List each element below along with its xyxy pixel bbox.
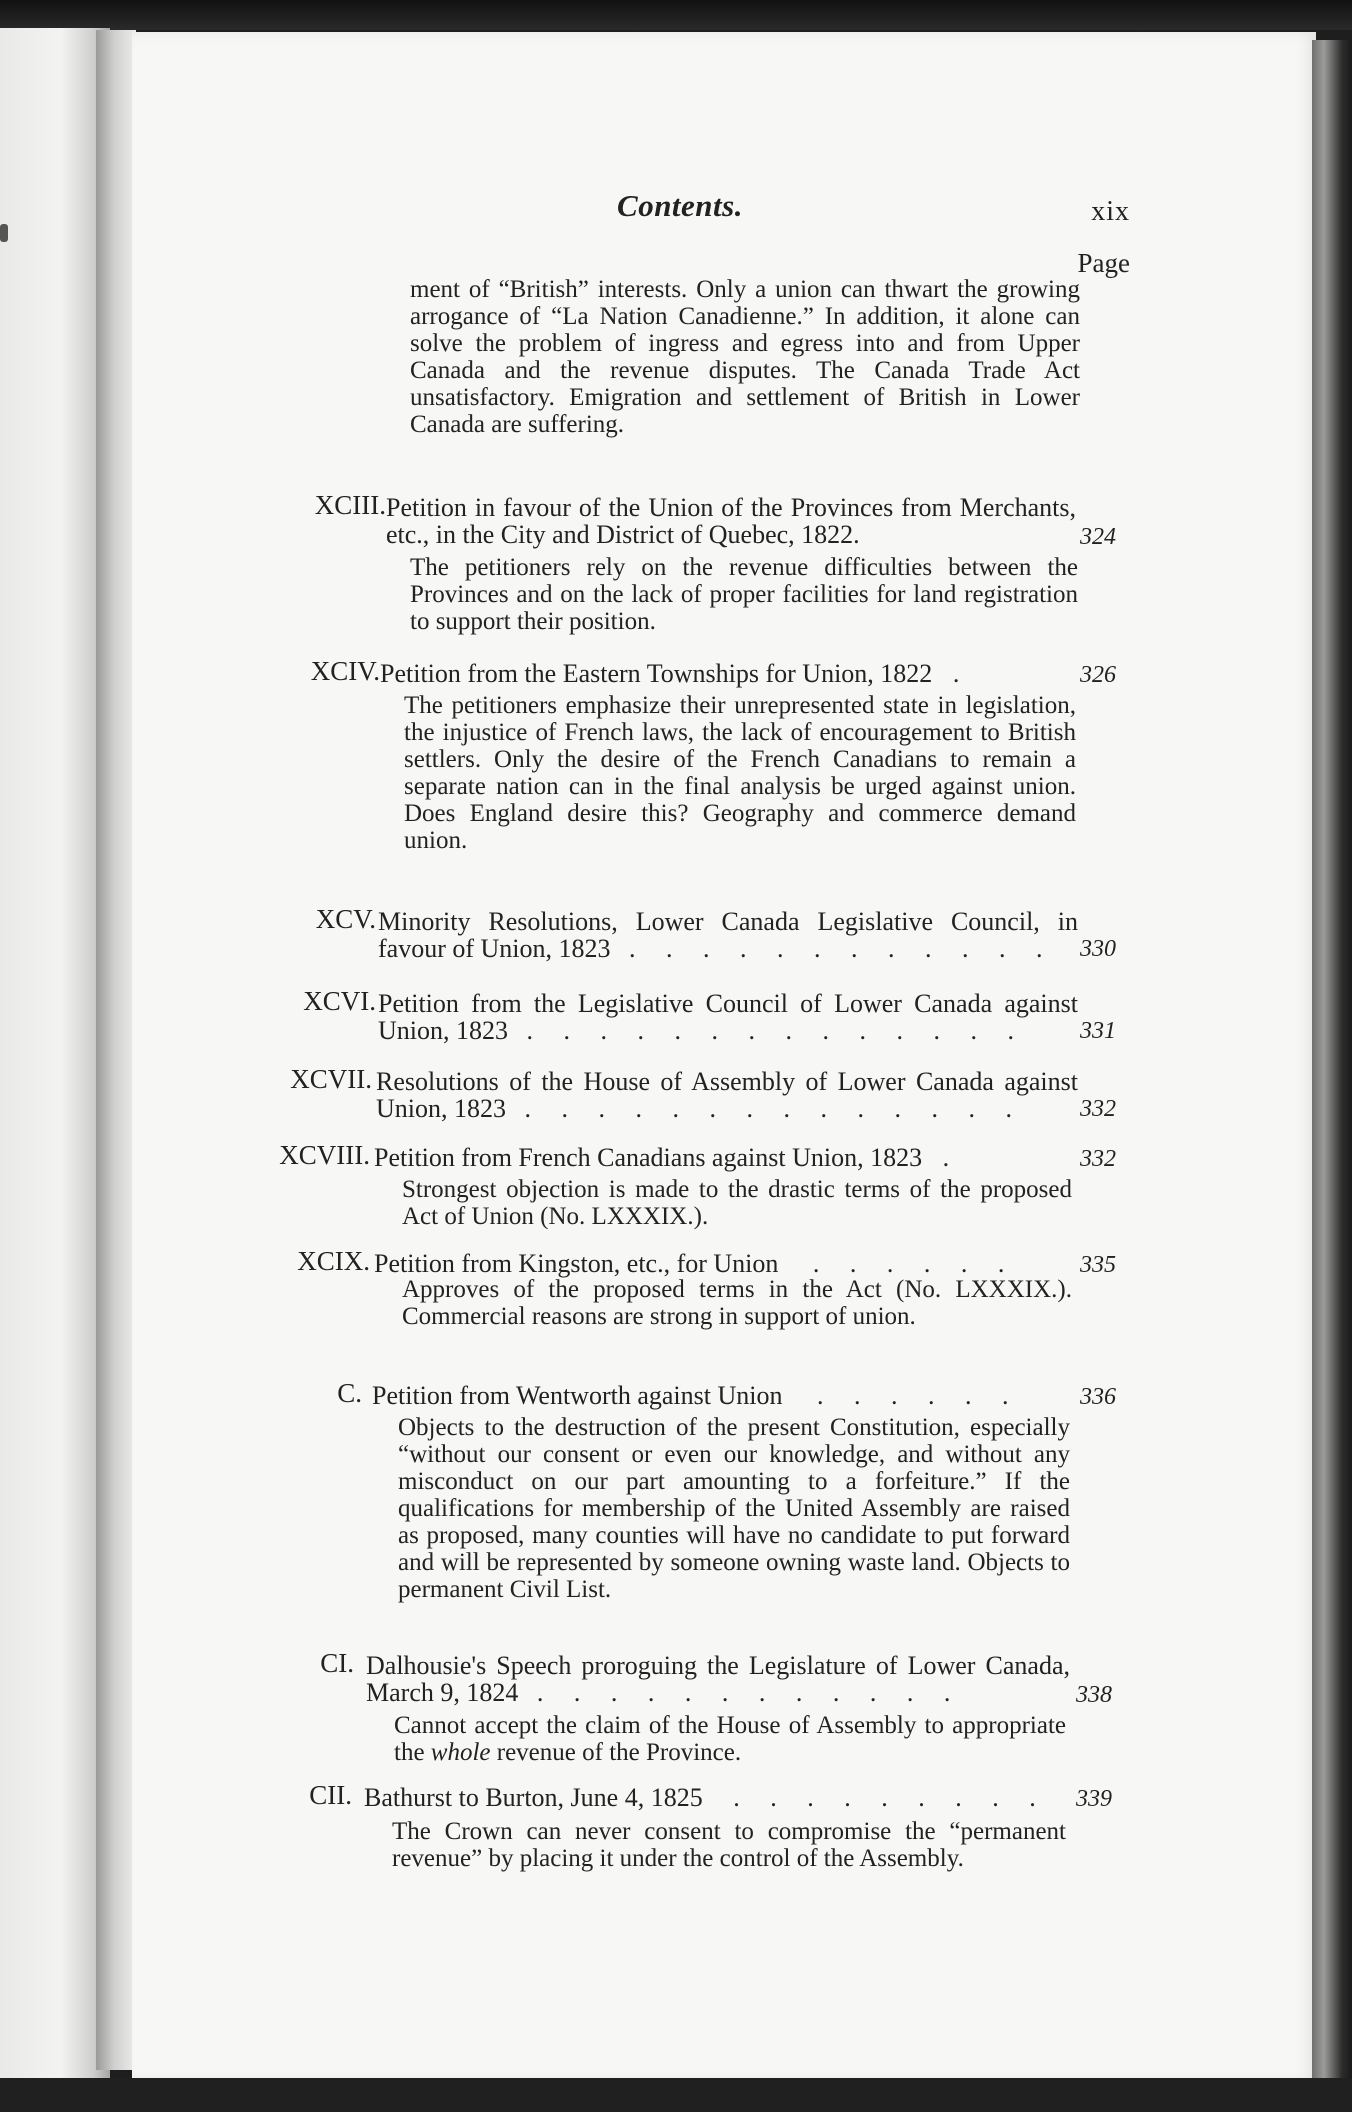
entry-summary: The petitioners emphasize their unrepresented state in legislation, the injustice of French laws, the lack of encouragement to British settlers. Only the desire of the French Canadians to remain a separate nation can in the final analysis be urged against union. Does England desire this? Geography and commerce demand union. [404, 692, 1076, 854]
entry-title-text: Dalhousie's Speech proroguing the Legislature of Lower Canada, March 9, 1824 [366, 1651, 1070, 1707]
scan-top-border [0, 0, 1352, 30]
dot-leader: . . . . . . [812, 1249, 1017, 1278]
entry-page: 330 [1080, 936, 1116, 962]
entry-summary: Strongest objection is made to the drastic terms of the proposed Act of Union (No. LXXXIX.). [402, 1176, 1072, 1230]
entry-numeral: XCIX. [297, 1246, 370, 1276]
entry-summary-italic: whole [430, 1739, 491, 1766]
entry-numeral: CI. [320, 1648, 354, 1678]
entry-title [364, 1784, 1070, 1811]
entry-page: 339 [1076, 1786, 1112, 1812]
entry-numeral: C. [337, 1378, 362, 1408]
entry-summary: Objects to the destruction of the present Constitution, especially “without our consent or even our knowledge, and without any misconduct on our part amounting to a forfeiture.” If the qualifications for membership of the United Assembly are raised as proposed, many counties will have no candidate to put forward and will be represented by someone owning waste land. Objects to permanent Civil List. [398, 1414, 1070, 1603]
entry-title-text: Resolutions of the House of Assembly of Lower Canada against Union, 1823 [376, 1067, 1078, 1123]
entry-title-text: Petition from the Legislative Council of Lower Canada against Union, 1823 [378, 989, 1078, 1045]
entry-title [372, 1382, 1080, 1409]
dot-leader: . . . . . . . . . . . . . . [526, 1016, 1026, 1045]
page-column-label: Page [1077, 248, 1130, 278]
entry-summary-text: revenue of the Province. [496, 1739, 742, 1766]
page-stack-edge [1312, 40, 1352, 2112]
entry-title [378, 908, 1078, 962]
entry-numeral: XCV. [315, 904, 376, 934]
entry-page: 332 [1080, 1146, 1116, 1172]
entry-title-text: Petition in favour of the Union of the Provinces from Merchants, etc., in the City and District of Quebec, 1822. [386, 493, 1076, 549]
entry-numeral: XCVI. [303, 986, 376, 1016]
entry-page: 324 [1080, 524, 1116, 550]
entry-page: 331 [1080, 1018, 1116, 1044]
entry-summary: Approves of the proposed terms in the Act (No. LXXXIX.). Commercial reasons are strong in support of union. [402, 1276, 1072, 1330]
entry-summary: The Crown can never consent to compromise the “permanent revenue” by placing it under the control of the Assembly. [392, 1818, 1066, 1872]
dot-leader: . . . . . . . . . . . . [629, 934, 1055, 963]
entry-page: 336 [1080, 1384, 1116, 1410]
dot-leader: . . . . . . [817, 1381, 1021, 1410]
page-number: xix [1091, 196, 1130, 227]
dot-leader: . [952, 659, 972, 688]
entry-page: 338 [1076, 1682, 1112, 1708]
book-gutter [96, 30, 136, 2070]
entry-title [366, 1652, 1070, 1706]
entry-title-text: Petition from Wentworth against Union [372, 1381, 783, 1410]
entry-numeral: XCIV. [310, 656, 380, 686]
entry-summary: The petitioners rely on the revenue difficulties between the Provinces and on the lack of proper facilities for land registration to support their position. [410, 554, 1078, 635]
entry-title-text: Petition from the Eastern Townships for Union, 1822 [380, 659, 933, 688]
scan-bottom-border [0, 2078, 1352, 2112]
entry-page: 326 [1080, 662, 1116, 688]
entry-title-text: Petition from Kingston, etc., for Union [374, 1249, 779, 1278]
entry-title-text: Petition from French Canadians against Union, 1823 [374, 1143, 923, 1172]
entry-page: 332 [1080, 1096, 1116, 1122]
entry-numeral: XCIII. [314, 490, 386, 520]
entry-summary [394, 1712, 1066, 1766]
entry-summary-text: Cannot accept the claim of the House of Assembly to appropriate the [394, 1712, 1066, 1766]
dot-leader: . . . . . . . . . . . . . . [524, 1094, 1024, 1123]
entry-title [386, 494, 1076, 548]
facing-page-edge [0, 28, 110, 2078]
entry-title [374, 1144, 1080, 1171]
continued-summary: ment of “British” interests. Only a union can thwart the growing arrogance of “La Nation Canadienne.” In addition, it alone can solve the problem of ingress and egress into and from Upper Canada and the revenue disputes. The Canada Trade Act unsatisfactory. Emigration and settlement of British in Lower Canada are suffering. [410, 276, 1080, 438]
entry-title [380, 660, 1080, 687]
dot-leader: . . . . . . . . . [733, 1783, 1048, 1812]
entry-numeral: XCVIII. [279, 1140, 370, 1170]
entry-title-text: Bathurst to Burton, June 4, 1825 [364, 1783, 703, 1812]
dot-leader: . [942, 1143, 962, 1172]
entry-title-text: Minority Resolutions, Lower Canada Legislative Council, in favour of Union, 1823 [378, 907, 1078, 963]
facing-page-letter-fragment [0, 224, 8, 242]
entry-title [376, 1068, 1078, 1122]
entry-title [378, 990, 1078, 1044]
entry-page: 335 [1080, 1252, 1116, 1278]
entry-title [374, 1250, 1080, 1277]
dot-leader: . . . . . . . . . . . . [536, 1678, 963, 1707]
entry-numeral: CII. [309, 1780, 352, 1810]
running-title: Contents. [617, 188, 743, 223]
entry-numeral: XCVII. [290, 1064, 372, 1094]
